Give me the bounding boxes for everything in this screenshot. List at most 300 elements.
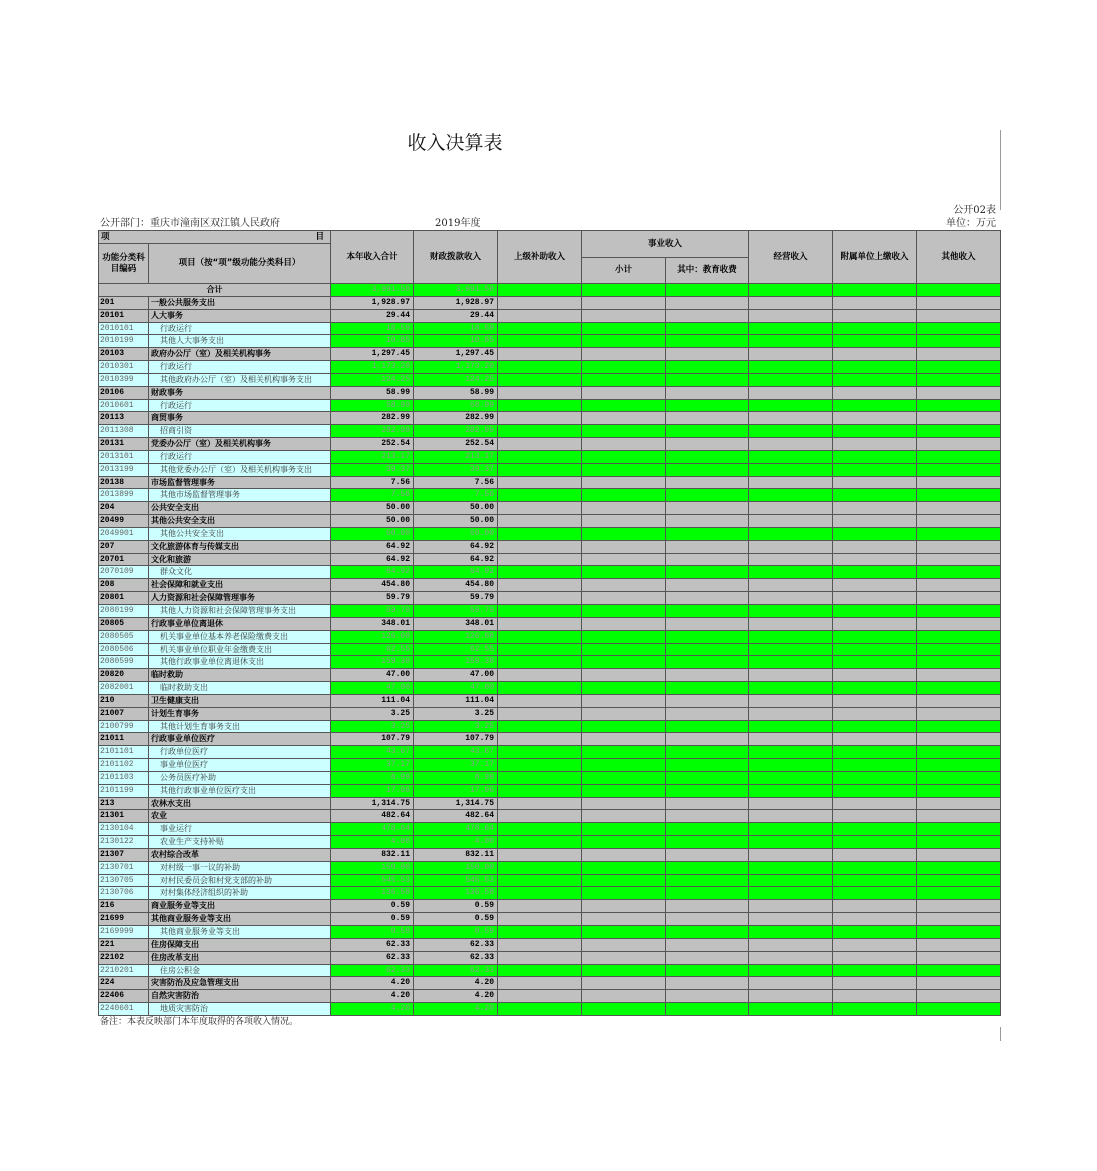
table-row — [98, 797, 1000, 811]
page-edge-line — [1000, 130, 1001, 210]
fiscal-income-cell: 8.99 — [413, 771, 498, 785]
total-income-cell: 111.04 — [330, 694, 414, 708]
header-subtotal-label: 小计 — [614, 265, 632, 275]
table-row — [98, 501, 1000, 515]
code-cell: 2130104 — [98, 822, 149, 836]
table-row — [98, 604, 1000, 618]
other-income-cell — [916, 668, 1001, 682]
other-income-cell — [916, 630, 1001, 644]
education-fees-cell — [665, 591, 749, 605]
superior-subsidy-cell — [497, 604, 582, 618]
business-subtotal-cell — [581, 668, 666, 682]
other-income-cell — [916, 347, 1001, 361]
table-row — [98, 591, 1000, 605]
operating-income-cell — [748, 501, 833, 515]
other-income-cell — [916, 334, 1001, 348]
name-cell: 党委办公厅（室）及相关机构事务 — [148, 437, 331, 451]
name-cell: 商贸事务 — [148, 411, 331, 425]
name-cell: 住房保障支出 — [148, 938, 331, 952]
education-fees-cell — [665, 1002, 749, 1016]
total-income-cell: 150.00 — [330, 861, 414, 875]
name-cell: 其他行政事业单位医疗支出 — [148, 784, 331, 798]
education-fees-cell — [665, 578, 749, 592]
operating-income-cell — [748, 540, 833, 554]
table-header — [98, 230, 1001, 284]
fiscal-income-cell: 3,991.58 — [413, 283, 498, 297]
fiscal-income-cell: 50.00 — [413, 514, 498, 528]
department-label: 公开部门：重庆市潼南区双江镇人民政府 — [100, 218, 280, 229]
code-cell: 20113 — [98, 411, 149, 425]
table-row — [98, 476, 1000, 490]
code-cell: 2013899 — [98, 488, 149, 502]
affiliated-income-cell — [832, 476, 917, 490]
table-row — [98, 976, 1000, 990]
business-subtotal-cell — [581, 527, 666, 541]
superior-subsidy-cell — [497, 296, 582, 310]
total-income-cell: 50.00 — [330, 501, 414, 515]
business-subtotal-cell — [581, 822, 666, 836]
name-cell: 行政运行 — [148, 322, 331, 336]
superior-subsidy-cell — [497, 707, 582, 721]
affiliated-income-cell — [832, 886, 917, 900]
other-income-cell — [916, 553, 1001, 567]
fiscal-income-cell: 252.54 — [413, 437, 498, 451]
table-row — [98, 720, 1000, 734]
other-income-cell — [916, 822, 1001, 836]
business-subtotal-cell — [581, 617, 666, 631]
name-cell: 社会保障和就业支出 — [148, 578, 331, 592]
header-operating-income-label: 经营收入 — [773, 251, 808, 262]
education-fees-cell — [665, 797, 749, 811]
table-row — [98, 707, 1000, 721]
education-fees-cell — [665, 527, 749, 541]
operating-income-cell — [748, 296, 833, 310]
code-cell: 2101101 — [98, 745, 149, 759]
name-cell: 其他人大事务支出 — [148, 334, 331, 348]
operating-income-cell — [748, 488, 833, 502]
business-subtotal-cell — [581, 463, 666, 477]
total-income-cell: 39.37 — [330, 463, 414, 477]
other-income-cell — [916, 450, 1001, 464]
business-subtotal-cell — [581, 565, 666, 579]
affiliated-income-cell — [832, 360, 917, 374]
affiliated-income-cell — [832, 553, 917, 567]
table-row — [98, 694, 1000, 708]
superior-subsidy-cell — [497, 989, 582, 1003]
fiscal-income-cell: 1,173.20 — [413, 360, 498, 374]
total-income-cell: 478.64 — [330, 822, 414, 836]
code-cell: 2080506 — [98, 643, 149, 657]
code-cell: 2010301 — [98, 360, 149, 374]
fiscal-income-cell: 10.85 — [413, 334, 498, 348]
total-income-cell: 18.59 — [330, 322, 414, 336]
fiscal-income-cell: 4.20 — [413, 989, 498, 1003]
fiscal-income-cell: 17.96 — [413, 784, 498, 798]
operating-income-cell — [748, 643, 833, 657]
education-fees-cell — [665, 630, 749, 644]
code-cell: 221 — [98, 938, 149, 952]
header-total-income-cell — [330, 230, 414, 284]
education-fees-cell — [665, 694, 749, 708]
business-subtotal-cell — [581, 553, 666, 567]
total-income-cell: 124.25 — [330, 373, 414, 387]
superior-subsidy-cell — [497, 527, 582, 541]
other-income-cell — [916, 399, 1001, 413]
table-row — [98, 848, 1000, 862]
fiscal-income-cell: 124.25 — [413, 373, 498, 387]
header-education-fees-cell — [665, 257, 749, 284]
total-income-cell: 10.85 — [330, 334, 414, 348]
fiscal-income-cell: 29.44 — [413, 309, 498, 323]
name-cell: 人力资源和社会保障管理事务 — [148, 591, 331, 605]
fiscal-income-cell: 62.33 — [413, 964, 498, 978]
code-cell: 21007 — [98, 707, 149, 721]
fiscal-income-cell: 58.99 — [413, 386, 498, 400]
header-other-income-label: 其他收入 — [941, 251, 976, 262]
superior-subsidy-cell — [497, 630, 582, 644]
total-income-cell: 37.17 — [330, 758, 414, 772]
superior-subsidy-cell — [497, 424, 582, 438]
total-label-cell: 合计 — [98, 283, 331, 297]
name-cell: 人大事务 — [148, 309, 331, 323]
name-cell: 农业生产支持补贴 — [148, 835, 331, 849]
code-cell: 2080199 — [98, 604, 149, 618]
name-cell: 行政运行 — [148, 399, 331, 413]
superior-subsidy-cell — [497, 334, 582, 348]
code-cell: 2080505 — [98, 630, 149, 644]
superior-subsidy-cell — [497, 540, 582, 554]
business-subtotal-cell — [581, 630, 666, 644]
other-income-cell — [916, 283, 1001, 297]
operating-income-cell — [748, 578, 833, 592]
total-income-cell: 58.99 — [330, 399, 414, 413]
affiliated-income-cell — [832, 450, 917, 464]
table-row — [98, 835, 1000, 849]
business-subtotal-cell — [581, 681, 666, 695]
table-row — [98, 565, 1000, 579]
code-cell: 2130706 — [98, 886, 149, 900]
superior-subsidy-cell — [497, 309, 582, 323]
header-fiscal-income-cell — [413, 230, 498, 284]
education-fees-cell — [665, 912, 749, 926]
education-fees-cell — [665, 488, 749, 502]
name-cell: 对村级一事一议的补助 — [148, 861, 331, 875]
business-subtotal-cell — [581, 771, 666, 785]
business-subtotal-cell — [581, 809, 666, 823]
fiscal-year: 2019年度 — [435, 218, 481, 229]
code-cell: 2240601 — [98, 1002, 149, 1016]
total-income-cell: 50.00 — [330, 527, 414, 541]
affiliated-income-cell — [832, 861, 917, 875]
name-cell: 市场监督管理事务 — [148, 476, 331, 490]
table-body — [98, 283, 1001, 1016]
table-row — [98, 809, 1000, 823]
fiscal-income-cell: 213.17 — [413, 450, 498, 464]
superior-subsidy-cell — [497, 694, 582, 708]
business-subtotal-cell — [581, 604, 666, 618]
operating-income-cell — [748, 835, 833, 849]
code-cell: 2013101 — [98, 450, 149, 464]
education-fees-cell — [665, 835, 749, 849]
operating-income-cell — [748, 938, 833, 952]
table-row — [98, 951, 1000, 965]
affiliated-income-cell — [832, 309, 917, 323]
business-subtotal-cell — [581, 373, 666, 387]
code-cell: 21011 — [98, 732, 149, 746]
code-cell: 2130705 — [98, 874, 149, 888]
fiscal-income-cell: 454.80 — [413, 578, 498, 592]
business-subtotal-cell — [581, 476, 666, 490]
affiliated-income-cell — [832, 797, 917, 811]
business-subtotal-cell — [581, 450, 666, 464]
total-income-cell: 62.33 — [330, 964, 414, 978]
table-row — [98, 540, 1000, 554]
operating-income-cell — [748, 797, 833, 811]
table-row — [98, 373, 1000, 387]
affiliated-income-cell — [832, 964, 917, 978]
header-subtotal-cell — [581, 257, 666, 284]
affiliated-income-cell — [832, 643, 917, 657]
business-subtotal-cell — [581, 578, 666, 592]
education-fees-cell — [665, 514, 749, 528]
code-cell: 21307 — [98, 848, 149, 862]
affiliated-income-cell — [832, 501, 917, 515]
business-subtotal-cell — [581, 951, 666, 965]
affiliated-income-cell — [832, 322, 917, 336]
fiscal-income-cell: 47.00 — [413, 681, 498, 695]
other-income-cell — [916, 1002, 1001, 1016]
affiliated-income-cell — [832, 707, 917, 721]
total-income-cell: 4.20 — [330, 989, 414, 1003]
affiliated-income-cell — [832, 681, 917, 695]
affiliated-income-cell — [832, 758, 917, 772]
total-income-cell: 8.99 — [330, 771, 414, 785]
header-other-income-cell — [916, 230, 1001, 284]
total-income-cell: 7.56 — [330, 488, 414, 502]
fiscal-income-cell: 47.00 — [413, 668, 498, 682]
affiliated-income-cell — [832, 283, 917, 297]
fiscal-income-cell: 18.59 — [413, 322, 498, 336]
education-fees-cell — [665, 553, 749, 567]
fiscal-income-cell: 282.99 — [413, 424, 498, 438]
education-fees-cell — [665, 296, 749, 310]
table-row — [98, 899, 1000, 913]
business-subtotal-cell — [581, 347, 666, 361]
operating-income-cell — [748, 476, 833, 490]
header-business-income-label: 事业收入 — [647, 238, 682, 249]
other-income-cell — [916, 784, 1001, 798]
superior-subsidy-cell — [497, 797, 582, 811]
code-cell: 22102 — [98, 951, 149, 965]
education-fees-cell — [665, 437, 749, 451]
total-income-cell: 50.00 — [330, 514, 414, 528]
total-income-cell: 62.33 — [330, 938, 414, 952]
code-cell: 21301 — [98, 809, 149, 823]
superior-subsidy-cell — [497, 681, 582, 695]
affiliated-income-cell — [832, 630, 917, 644]
education-fees-cell — [665, 886, 749, 900]
name-cell: 对村集体经济组织的补助 — [148, 886, 331, 900]
business-subtotal-cell — [581, 938, 666, 952]
total-income-cell: 348.01 — [330, 617, 414, 631]
total-income-cell: 64.92 — [330, 565, 414, 579]
code-cell: 2210201 — [98, 964, 149, 978]
name-cell: 其他公共安全支出 — [148, 527, 331, 541]
total-income-cell: 0.59 — [330, 899, 414, 913]
table-row — [98, 514, 1000, 528]
table-row — [98, 989, 1000, 1003]
business-subtotal-cell — [581, 989, 666, 1003]
superior-subsidy-cell — [497, 386, 582, 400]
education-fees-cell — [665, 565, 749, 579]
other-income-cell — [916, 694, 1001, 708]
fiscal-income-cell: 126.08 — [413, 630, 498, 644]
name-cell: 行政运行 — [148, 450, 331, 464]
fiscal-income-cell: 159.38 — [413, 655, 498, 669]
code-cell: 2010399 — [98, 373, 149, 387]
code-cell: 2011308 — [98, 424, 149, 438]
other-income-cell — [916, 681, 1001, 695]
other-income-cell — [916, 527, 1001, 541]
table-row — [98, 450, 1000, 464]
table-row — [98, 758, 1000, 772]
total-income-cell: 17.96 — [330, 784, 414, 798]
name-cell: 住房公积金 — [148, 964, 331, 978]
code-cell: 216 — [98, 899, 149, 913]
operating-income-cell — [748, 360, 833, 374]
affiliated-income-cell — [832, 334, 917, 348]
superior-subsidy-cell — [497, 501, 582, 515]
other-income-cell — [916, 720, 1001, 734]
fiscal-income-cell: 50.00 — [413, 527, 498, 541]
table-row — [98, 874, 1000, 888]
table-row — [98, 1002, 1000, 1016]
superior-subsidy-cell — [497, 758, 582, 772]
operating-income-cell — [748, 309, 833, 323]
other-income-cell — [916, 912, 1001, 926]
superior-subsidy-cell — [497, 565, 582, 579]
operating-income-cell — [748, 964, 833, 978]
operating-income-cell — [748, 771, 833, 785]
table-row — [98, 553, 1000, 567]
business-subtotal-cell — [581, 707, 666, 721]
education-fees-cell — [665, 540, 749, 554]
education-fees-cell — [665, 720, 749, 734]
superior-subsidy-cell — [497, 360, 582, 374]
affiliated-income-cell — [832, 540, 917, 554]
affiliated-income-cell — [832, 655, 917, 669]
superior-subsidy-cell — [497, 643, 582, 657]
header-superior-subsidy-cell — [497, 230, 582, 284]
affiliated-income-cell — [832, 668, 917, 682]
operating-income-cell — [748, 283, 833, 297]
total-income-cell: 59.79 — [330, 591, 414, 605]
operating-income-cell — [748, 591, 833, 605]
education-fees-cell — [665, 874, 749, 888]
affiliated-income-cell — [832, 565, 917, 579]
affiliated-income-cell — [832, 591, 917, 605]
name-cell: 其他市场监督管理事务 — [148, 488, 331, 502]
total-income-cell: 3,991.58 — [330, 283, 414, 297]
operating-income-cell — [748, 565, 833, 579]
affiliated-income-cell — [832, 976, 917, 990]
superior-subsidy-cell — [497, 925, 582, 939]
fiscal-income-cell: 1,928.97 — [413, 296, 498, 310]
business-subtotal-cell — [581, 912, 666, 926]
code-cell: 2101102 — [98, 758, 149, 772]
education-fees-cell — [665, 989, 749, 1003]
name-cell: 群众文化 — [148, 565, 331, 579]
table-row — [98, 681, 1000, 695]
operating-income-cell — [748, 989, 833, 1003]
operating-income-cell — [748, 424, 833, 438]
business-subtotal-cell — [581, 309, 666, 323]
code-cell: 2013199 — [98, 463, 149, 477]
other-income-cell — [916, 373, 1001, 387]
table-row — [98, 784, 1000, 798]
business-subtotal-cell — [581, 424, 666, 438]
fiscal-income-cell: 64.92 — [413, 565, 498, 579]
operating-income-cell — [748, 720, 833, 734]
education-fees-cell — [665, 707, 749, 721]
total-income-cell: 7.56 — [330, 476, 414, 490]
affiliated-income-cell — [832, 732, 917, 746]
total-income-cell: 1,297.45 — [330, 347, 414, 361]
business-subtotal-cell — [581, 488, 666, 502]
superior-subsidy-cell — [497, 899, 582, 913]
education-fees-cell — [665, 758, 749, 772]
other-income-cell — [916, 565, 1001, 579]
fiscal-income-cell: 62.55 — [413, 643, 498, 657]
fiscal-income-cell: 0.59 — [413, 899, 498, 913]
table-row — [98, 925, 1000, 939]
business-subtotal-cell — [581, 386, 666, 400]
other-income-cell — [916, 476, 1001, 490]
header-item-cell — [98, 230, 331, 244]
business-subtotal-cell — [581, 334, 666, 348]
name-cell: 机关事业单位基本养老保险缴费支出 — [148, 630, 331, 644]
education-fees-cell — [665, 617, 749, 631]
fiscal-income-cell: 478.64 — [413, 822, 498, 836]
fiscal-income-cell: 107.79 — [413, 732, 498, 746]
header-total-income-label: 本年收入合计 — [346, 251, 398, 262]
fiscal-income-cell: 832.11 — [413, 848, 498, 862]
education-fees-cell — [665, 861, 749, 875]
unit-label: 单位：万元 — [946, 218, 996, 229]
other-income-cell — [916, 809, 1001, 823]
education-fees-cell — [665, 668, 749, 682]
business-subtotal-cell — [581, 745, 666, 759]
superior-subsidy-cell — [497, 655, 582, 669]
table-row — [98, 771, 1000, 785]
superior-subsidy-cell — [497, 874, 582, 888]
business-subtotal-cell — [581, 797, 666, 811]
header-fiscal-income-label: 财政拨款收入 — [429, 251, 481, 262]
affiliated-income-cell — [832, 1002, 917, 1016]
header-code-cell — [98, 243, 149, 284]
fiscal-income-cell: 43.67 — [413, 745, 498, 759]
total-income-cell: 59.79 — [330, 604, 414, 618]
table-row — [98, 822, 1000, 836]
operating-income-cell — [748, 681, 833, 695]
table-row — [98, 617, 1000, 631]
education-fees-cell — [665, 681, 749, 695]
operating-income-cell — [748, 976, 833, 990]
operating-income-cell — [748, 874, 833, 888]
operating-income-cell — [748, 745, 833, 759]
code-cell: 213 — [98, 797, 149, 811]
affiliated-income-cell — [832, 424, 917, 438]
